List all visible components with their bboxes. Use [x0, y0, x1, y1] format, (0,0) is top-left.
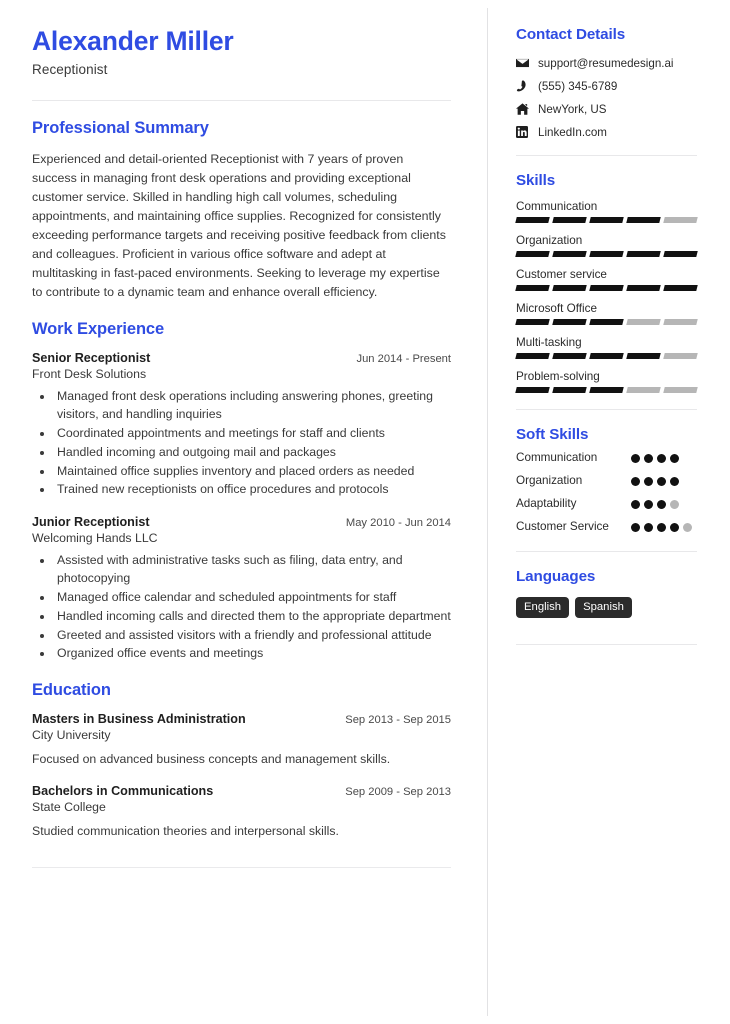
education-description: Studied communication theories and interpersonal skills.: [32, 823, 339, 838]
skill-level-bar: [516, 285, 697, 291]
skill-bar-segment: [589, 251, 623, 257]
work-entry-company: Front Desk Solutions: [32, 367, 147, 382]
soft-skills-list: [516, 451, 697, 535]
skill-bar-segment: [626, 285, 660, 291]
professional-summary-section: [32, 119, 451, 302]
skill-bar-segment: [552, 353, 586, 359]
education-list: [32, 712, 451, 841]
soft-skill-dots: [631, 451, 697, 463]
soft-skills-divider: [516, 551, 697, 552]
skill-bar-segment: [663, 285, 697, 291]
soft-skill-row: [516, 520, 697, 535]
education-entry: [32, 712, 451, 769]
soft-skill-label: Communication: [516, 451, 598, 464]
skill-bar-segment: [515, 217, 549, 223]
work-entry-title: Junior Receptionist: [32, 515, 150, 530]
soft-skill-dots: [631, 520, 697, 532]
languages-heading: Languages: [516, 567, 596, 585]
skill-label: Multi-tasking: [516, 336, 582, 349]
skill-bar-segment: [552, 387, 586, 393]
soft-skill-dot: [670, 477, 679, 486]
skill-bar-segment: [626, 319, 660, 325]
soft-skill-dot: [631, 454, 640, 463]
soft-skill-dot: [670, 454, 679, 463]
contact-row[interactable]: [516, 79, 697, 93]
skill-item: [516, 370, 697, 393]
skill-label: Problem-solving: [516, 370, 600, 383]
work-entry-date: Jun 2014 - Present: [356, 353, 451, 366]
skill-bar-segment: [552, 251, 586, 257]
column-divider: [487, 8, 488, 1016]
work-entry-header: [32, 351, 451, 365]
education-entry-header: [32, 712, 451, 726]
skill-bar-segment: [626, 387, 660, 393]
work-bullet-item: • Organized office events and meetings: [54, 645, 451, 663]
contact-row[interactable]: [516, 56, 697, 70]
skill-bar-segment: [663, 319, 697, 325]
candidate-job-title: Receptionist: [32, 62, 108, 78]
soft-skill-row: [516, 451, 697, 466]
skill-item: [516, 234, 697, 257]
soft-skill-dot: [657, 454, 666, 463]
soft-skill-label: Adaptability: [516, 496, 577, 510]
skill-bar-segment: [626, 251, 660, 257]
soft-skills-heading: Soft Skills: [516, 426, 589, 443]
work-bullet-item: • Trained new receptionists on office procedures and protocols: [54, 481, 451, 499]
language-tag: English: [516, 597, 569, 618]
contact-value: LinkedIn.com: [538, 125, 607, 139]
education-school: City University: [32, 728, 111, 743]
work-experience-entry: [32, 515, 451, 663]
skill-level-bar: [516, 251, 697, 257]
soft-skill-dot: [644, 477, 653, 486]
header-divider: [32, 100, 451, 101]
sidebar-column: [487, 0, 730, 1024]
soft-skill-dot: [657, 477, 666, 486]
work-entry-bullets: [32, 388, 451, 499]
skills-heading: Skills: [516, 172, 556, 189]
soft-skill-dot: [670, 523, 679, 532]
linkedin-icon: [516, 126, 531, 139]
education-degree: Masters in Business Administration: [32, 712, 246, 727]
skills-section: [516, 172, 697, 410]
skill-level-bar: [516, 353, 697, 359]
soft-skill-row: [516, 474, 697, 489]
soft-skill-dot: [657, 500, 666, 509]
education-entry: [32, 784, 451, 841]
soft-skill-label: Customer Service: [516, 519, 609, 533]
contact-value: support@resumedesign.ai: [538, 56, 674, 70]
work-experience-section: [32, 320, 451, 663]
skill-bar-segment: [663, 353, 697, 359]
professional-summary-heading: Professional Summary: [32, 119, 209, 138]
work-experience-heading: Work Experience: [32, 320, 165, 339]
skill-label: Organization: [516, 234, 583, 247]
skills-divider: [516, 409, 697, 410]
work-bullet-item: • Managed office calendar and scheduled appointments for staff: [54, 589, 451, 607]
contact-list: [516, 56, 697, 139]
soft-skill-dot: [631, 477, 640, 486]
soft-skill-dot: [657, 523, 666, 532]
education-bottom-divider: [32, 867, 451, 868]
contact-value: NewYork, US: [538, 102, 607, 116]
skill-level-bar: [516, 319, 697, 325]
soft-skill-dot: [670, 500, 679, 509]
work-bullet-item: • Coordinated appointments and meetings for staff and clients: [54, 425, 451, 443]
skill-bar-segment: [552, 319, 586, 325]
contact-value: (555) 345-6789: [538, 79, 618, 93]
skill-bar-segment: [589, 353, 623, 359]
header-block: [32, 26, 451, 77]
skill-bar-segment: [626, 353, 660, 359]
professional-summary-text: Experienced and detail-oriented Receptionist with 7 years of proven success in managing front desk operations and providing exceptional customer service. Skilled in handling high call volumes, scheduling appointments, and maintaining office supplies. Recognized for consistently exceeding performance targets and receiving positive feedback from clients and colleagues. Proficient in various office software and adept at multitasking in fast-paced environments. Seeking to leverage my expertise to contribute to a dynamic team and enhance overall efficiency.: [32, 152, 446, 300]
skill-bar-segment: [515, 387, 549, 393]
skill-label: Customer service: [516, 268, 607, 281]
skill-bar-segment: [515, 319, 549, 325]
education-degree: Bachelors in Communications: [32, 783, 214, 798]
work-entry-company: Welcoming Hands LLC: [32, 531, 158, 546]
soft-skill-dot: [644, 454, 653, 463]
work-bullet-item: • Greeted and assisted visitors with a friendly and professional attitude: [54, 627, 451, 645]
skill-level-bar: [516, 387, 697, 393]
soft-skill-dot: [644, 500, 653, 509]
skill-bar-segment: [589, 285, 623, 291]
soft-skill-dot: [683, 523, 692, 532]
skill-bar-segment: [663, 387, 697, 393]
soft-skill-dot: [644, 523, 653, 532]
education-heading: Education: [32, 681, 111, 700]
soft-skill-label: Organization: [516, 473, 583, 487]
soft-skills-section: [516, 426, 697, 552]
work-bullet-item: • Managed front desk operations including answering phones, greeting visitors, and handling inquiries: [54, 388, 451, 424]
skill-bar-segment: [589, 387, 623, 393]
education-school: State College: [32, 799, 106, 814]
languages-list: [516, 597, 697, 618]
skill-level-bar: [516, 217, 697, 223]
work-entry-bullets: [32, 552, 451, 663]
skill-item: [516, 336, 697, 359]
skill-bar-segment: [626, 217, 660, 223]
skill-bar-segment: [552, 285, 586, 291]
work-entry-title: Senior Receptionist: [32, 351, 151, 366]
soft-skill-dots: [631, 497, 697, 509]
home-icon: [516, 103, 531, 116]
skill-item: [516, 302, 697, 325]
work-bullet-item: • Assisted with administrative tasks such as filing, data entry, and photocopying: [54, 552, 451, 588]
skill-bar-segment: [515, 251, 549, 257]
work-bullet-item: • Handled incoming calls and directed them to the appropriate department: [54, 608, 451, 626]
skill-bar-segment: [552, 217, 586, 223]
soft-skill-dot: [631, 500, 640, 509]
skill-bar-segment: [515, 353, 549, 359]
language-tag: Spanish: [575, 597, 632, 618]
skill-bar-segment: [589, 217, 623, 223]
skill-bar-segment: [515, 285, 549, 291]
skill-item: [516, 268, 697, 291]
skill-bar-segment: [663, 251, 697, 257]
education-description: Focused on advanced business concepts and management skills.: [32, 752, 391, 767]
work-experience-list: [32, 351, 451, 663]
education-section: [32, 681, 451, 868]
education-entry-header: [32, 784, 451, 798]
work-experience-entry: [32, 351, 451, 499]
skill-label: Communication: [516, 200, 598, 213]
contact-details-heading: Contact Details: [516, 26, 626, 43]
candidate-name: Alexander Miller: [32, 26, 234, 56]
work-bullet-item: • Handled incoming and outgoing mail and packages: [54, 444, 451, 462]
skill-bar-segment: [589, 319, 623, 325]
work-bullet-item: • Maintained office supplies inventory and placed orders as needed: [54, 463, 451, 481]
contact-details-section: [516, 26, 697, 156]
work-entry-date: May 2010 - Jun 2014: [345, 517, 451, 530]
skill-label: Microsoft Office: [516, 302, 597, 315]
phone-icon: [516, 80, 531, 93]
skill-bar-segment: [663, 217, 697, 223]
contact-row[interactable]: [516, 102, 697, 116]
education-date: Sep 2009 - Sep 2013: [345, 785, 451, 798]
soft-skill-dots: [631, 474, 697, 486]
soft-skill-row: [516, 497, 697, 512]
contact-divider: [516, 155, 697, 156]
languages-divider: [516, 644, 697, 645]
education-date: Sep 2013 - Sep 2015: [345, 714, 451, 727]
work-entry-header: [32, 515, 451, 529]
skills-list: [516, 200, 697, 393]
envelope-icon: [516, 57, 531, 70]
soft-skill-dot: [631, 523, 640, 532]
languages-section: [516, 568, 697, 645]
skill-item: [516, 200, 697, 223]
contact-row[interactable]: [516, 125, 697, 139]
